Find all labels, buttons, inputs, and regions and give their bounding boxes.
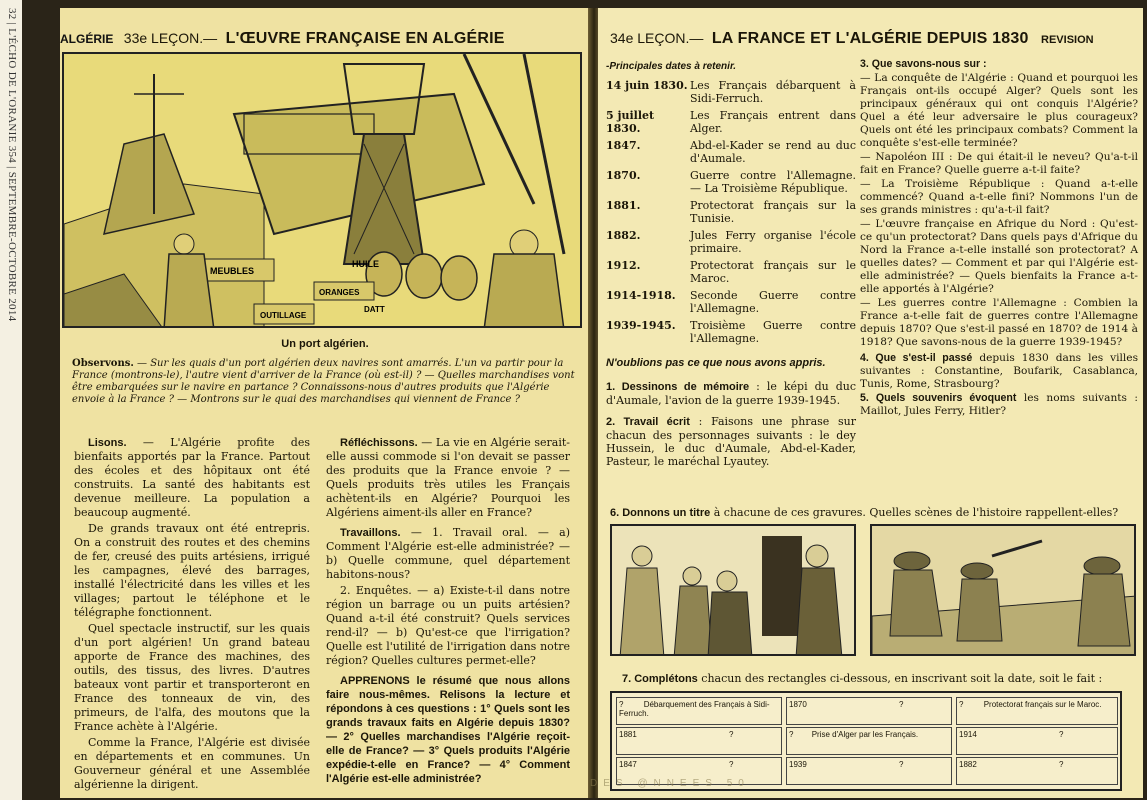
date-event: Les Français entrent dans Alger. xyxy=(690,109,856,135)
gravure-1-drawing xyxy=(612,526,856,656)
q5-text: les noms suivants : Maillot, Jules Ferry, Hitler? xyxy=(860,392,1138,417)
date-year: 1847. xyxy=(606,139,641,152)
q6-text: à chacune de ces gravures. Quelles scènes de l'histoire rappellent-elles? xyxy=(713,506,1119,519)
questions-column xyxy=(860,58,1138,419)
reflechissons-column xyxy=(326,436,570,788)
right-page xyxy=(598,8,1143,798)
gravure-2 xyxy=(870,524,1136,656)
date-row xyxy=(606,139,856,165)
lesson-34-header xyxy=(604,30,1094,48)
date-year: 14 juin 1830. xyxy=(606,79,688,92)
lisons-p3: Quel spectacle instructif, sur les quais d'un port algérien! Un grand bateau apporte de France des machines, des outils, des tissus, des livres. D'autres bateaux vont partir et transporteront en France des tonneaux de vin, des primeurs, de l'alfa, des moutons que la France achète à l'Algérie. xyxy=(74,622,310,733)
table-cell[interactable]: ? Prise d'Alger par les Français. xyxy=(786,727,952,755)
date-row xyxy=(606,259,856,285)
q3-item: — Les guerres contre l'Allemagne : Combien la France a-t-elle fait de guerres contre l'Allemagne depuis 1870? Que s'est-il passé en 1870? de 1914 à 1918? Que savons-nous de la guerre 1939-1945? xyxy=(860,297,1138,348)
label-meubles: MEUBLES xyxy=(210,266,255,276)
running-header: 32 | L'ÉCHO DE L'ORANIE 354 | SEPTEMBRE-OCTOBRE 2014 xyxy=(6,8,18,322)
q3-label: 3. Que savons-nous sur : xyxy=(860,58,987,70)
date-row xyxy=(606,109,856,135)
completion-table xyxy=(610,691,1122,791)
port-drawing xyxy=(64,54,582,328)
lisons-p1: — L'Algérie profite des bienfaits apportés par la France. Partout des écoles et des hôpitaux ont été construits. La santé des habitants est devenue meilleure. La population a beaucoup augmenté. xyxy=(74,436,310,519)
revision-tag: REVISION xyxy=(1041,34,1094,46)
gravure-2-drawing xyxy=(872,526,1136,656)
date-row xyxy=(606,319,856,345)
date-event: Protectorat français sur la Tunisie. xyxy=(690,199,856,225)
dates-list xyxy=(606,60,856,468)
table-cell[interactable]: 1881 ? xyxy=(616,727,782,755)
lisons-p4: Comme la France, l'Algérie est divisée en départements et en communes. Un Gouverneur général et une Assemblée algérienne la dirigent. xyxy=(74,736,310,791)
date-event: Guerre contre l'Allemagne. — La Troisième République. xyxy=(690,169,856,195)
q5-label: 5. Quels souvenirs évoquent xyxy=(860,392,1017,404)
date-row xyxy=(606,229,856,255)
date-row xyxy=(606,79,856,105)
date-row xyxy=(606,199,856,225)
dates-heading: -Principales dates à retenir. xyxy=(606,61,737,72)
date-year: 1914-1918. xyxy=(606,289,676,302)
gravure-1 xyxy=(610,524,856,656)
date-event: Protectorat français sur le Maroc. xyxy=(690,259,856,285)
q6-line xyxy=(610,506,1135,519)
apprenons-text: APPRENONS le résumé que nous allons faire nous-mêmes. Relisons la lecture et répondons à ces questions : 1° Quels sont les grands travaux faits en Algérie depuis 1830? — 2° Quelles marchandises l'Algérie reçoit-elle de France? — 3° Quels produits l'Algérie expédie-t-elle en France? — 4° Comment l'Algérie est-elle administrée? xyxy=(326,675,570,785)
lesson-34-title: LA FRANCE ET L'ALGÉRIE DEPUIS 1830 xyxy=(711,30,1029,47)
q1-text: : le képi du duc d'Aumale, l'avion de la guerre 1939-1945. xyxy=(606,380,857,407)
label-huile: HUILE xyxy=(352,259,379,269)
q2-text: : Faisons une phrase sur chacun des personnages suivants : le dey Hussein, le duc d'Aumale, Abd-el-Kader, Pasteur, le maréchal Lyautey. xyxy=(606,415,857,468)
date-year: 1870. xyxy=(606,169,641,182)
watermark: DES @NNEES 50 xyxy=(590,778,750,789)
q4-label: 4. Que s'est-il passé xyxy=(860,352,973,364)
lisons-label: Lisons. xyxy=(88,437,127,449)
label-datt: DATT xyxy=(364,305,385,314)
date-row xyxy=(606,289,856,315)
date-year: 1881. xyxy=(606,199,641,212)
q7-label: 7. Complétons xyxy=(622,673,698,685)
table-cell[interactable]: 1882 ? xyxy=(956,757,1118,785)
lesson-number: 33e LEÇON.— xyxy=(123,30,218,46)
reflechissons-label: Réfléchissons. xyxy=(340,437,418,449)
q2-label: 2. Travail écrit xyxy=(606,416,690,428)
date-event: Les Français débarquent à Sidi-Ferruch. xyxy=(690,79,856,105)
q3-item: — Napoléon III : De qui était-il le neveu? Qu'a-t-il fait en France? Quelle guerre a-t-il faite? xyxy=(860,151,1138,176)
lesson-title: L'ŒUVRE FRANÇAISE EN ALGÉRIE xyxy=(225,30,505,47)
q3-item: — La Troisième République : Quand a-t-elle commencé? Quand a-t-elle fini? Nommons l'un de ses grands ministres : qu'a-t-il fait? xyxy=(860,178,1138,216)
observons-label: Observons. xyxy=(72,358,134,369)
table-cell[interactable]: 1847 ? xyxy=(616,757,782,785)
label-oranges: ORANGES xyxy=(319,288,360,297)
travaillons-label: Travaillons. xyxy=(340,527,401,539)
date-event: Jules Ferry organise l'école primaire. xyxy=(690,229,856,255)
q7-line xyxy=(622,672,1137,685)
reflechissons-text: — La vie en Algérie serait-elle aussi commode si l'on devait se passer des produits que la France envoie ? — Quels produits très utiles les Français achètent-ils en Algérie? Pourquoi les Algériens aiment-ils aller en France? xyxy=(326,436,570,519)
date-year: 1912. xyxy=(606,259,641,272)
left-page xyxy=(60,8,590,798)
date-year: 1939-1945. xyxy=(606,319,676,332)
lesson-34-number: 34e LEÇON.— xyxy=(610,30,704,46)
q4-text: depuis 1830 dans les villes suivantes : Constantine, Boufarik, Casablanca, Tunis, Rome, Strasbourg? xyxy=(860,352,1139,390)
q6-label: 6. Donnons un titre xyxy=(610,507,711,519)
travaillons-2: 2. Enquêtes. — a) Existe-t-il dans notre région un barrage ou un puits artésien? Quand a-t-il été construit? Quels services rend-il? — b) Qu'est-ce que l'irrigation? Quelle est l'utilité de l'irrigation dans notre région? Quelles cultures permet-elle? xyxy=(326,584,570,667)
date-year: 1882. xyxy=(606,229,641,242)
q3-item: — L'œuvre française en Afrique du Nord : Qu'est-ce qu'un protectorat? Dans quels pays d'Afrique du Nord la France a-t-elle installé son protectorat? A quelles dates? — Comment et par qui l'Algérie est-elle administrée? — Quels bienfaits la France a-t-elle apportés à l'Algérie? xyxy=(860,218,1138,295)
page-margin xyxy=(0,0,22,800)
noublions-heading: N'oublions pas ce que nous avons appris. xyxy=(606,357,826,369)
observons-paragraph xyxy=(72,358,582,406)
q7-text: chacun des rectangles ci-dessous, en inscrivant soit la date, soit le fait : xyxy=(701,672,1103,685)
port-illustration xyxy=(62,52,582,328)
date-event: Seconde Guerre contre l'Allemagne. xyxy=(690,289,856,315)
q3-item: — La conquête de l'Algérie : Quand et pourquoi les Français ont-ils occupé Alger? Quels sont les principaux généraux qui ont conquis l'Algérie? Quel a été leur adversaire le plus courageux? Quels ont été les principaux combats? Comment la conquête s'est-elle terminée? xyxy=(860,72,1138,149)
q1-label: 1. Dessinons de mémoire xyxy=(606,381,750,393)
date-row xyxy=(606,169,856,195)
lesson-tag: ALGÉRIE xyxy=(60,32,114,46)
illustration-caption: Un port algérien. xyxy=(281,338,369,350)
date-year: 5 juillet 1830. xyxy=(606,109,655,135)
lesson-33-header xyxy=(60,30,505,48)
observons-text: — Sur les quais d'un port algérien deux navires sont amarrés. L'un va partir pour la France (montrons-le), l'autre vient d'arriver de la France (où est-il) ? — Quelles marchandises vont être embarquées sur le navire en partance ? Connaissons-nous d'autres produits que l'Algérie envoie à la France ? — Montrons sur le quai des marchandises qui viennent de France ? xyxy=(72,358,575,405)
travaillons-1: — 1. Travail oral. — a) Comment l'Algérie est-elle administrée? — b) Quelle commune, quel département habitons-nous? xyxy=(326,526,571,581)
date-event: Troisième Guerre contre l'Allemagne. xyxy=(690,319,856,345)
lisons-p2: De grands travaux ont été entrepris. On a construit des routes et des chemins de fer, creusé des puits artésiens, irrigué les campagnes, élevé des barrages, installé l'électricité dans les villes et les villages; partout le téléphone et le télégraphe fonctionnent. xyxy=(74,522,310,619)
label-outillage: OUTILLAGE xyxy=(260,311,307,320)
date-event: Abd-el-Kader se rend au duc d'Aumale. xyxy=(690,139,856,165)
table-cell[interactable]: ? Protectorat français sur le Maroc. xyxy=(956,697,1118,725)
table-cell[interactable]: ? Débarquement des Français à Sidi-Ferruch. xyxy=(616,697,782,725)
table-cell[interactable]: 1870 ? xyxy=(786,697,952,725)
table-cell[interactable]: 1939 ? xyxy=(786,757,952,785)
table-cell[interactable]: 1914 ? xyxy=(956,727,1118,755)
lisons-column xyxy=(74,436,310,794)
